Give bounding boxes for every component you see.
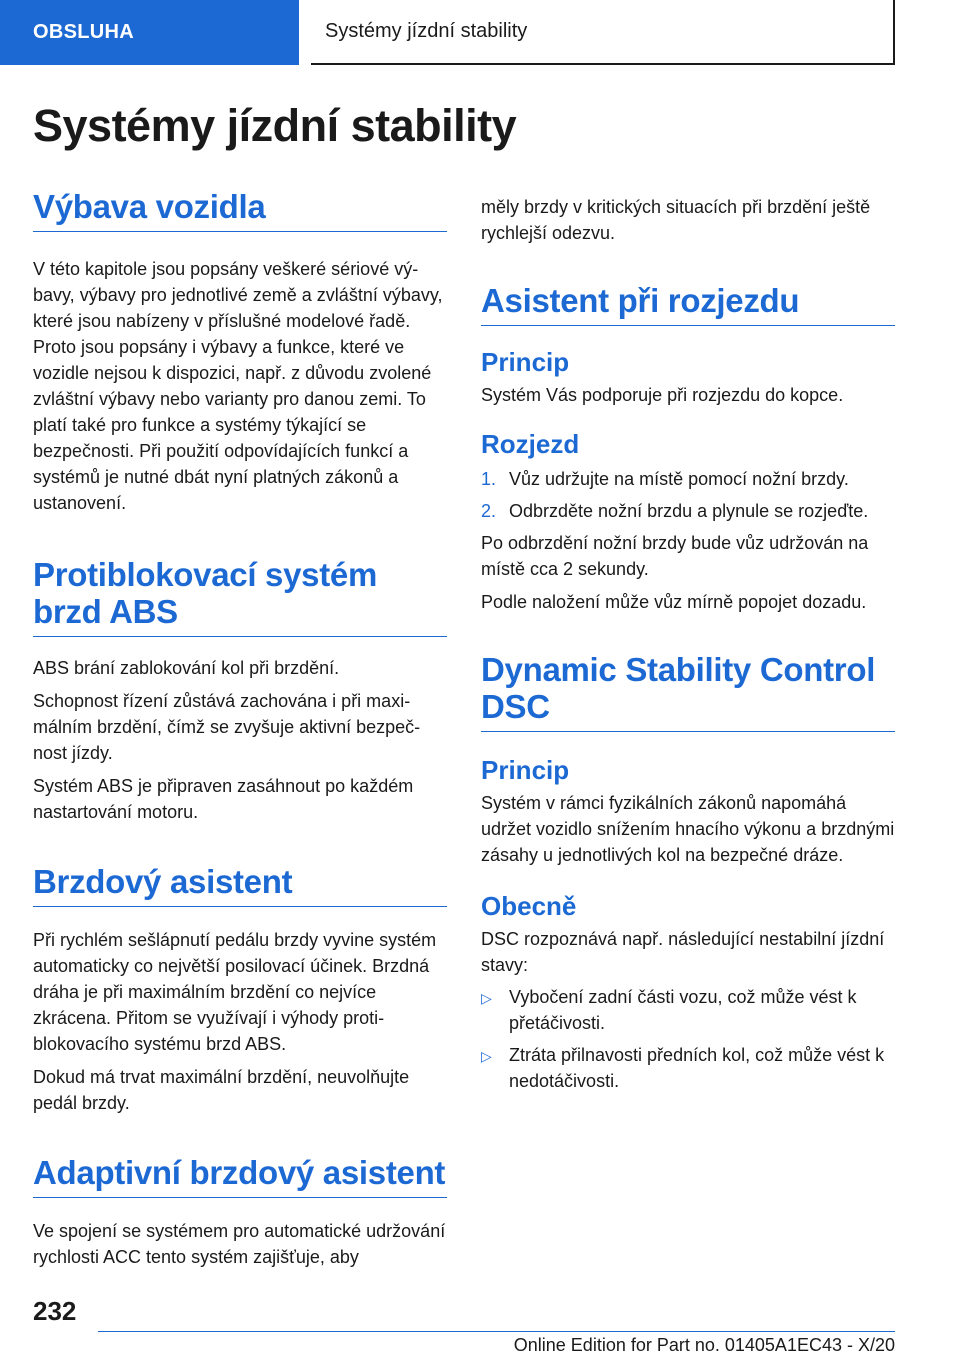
text-princip-dsc: Systém v rámci fyzikálních zákonů napomáhá udržet vozidlo snížením hnacího výkonu a brzdnými zásahy u jednotlivých kol na bezpečné dráze. bbox=[481, 793, 895, 865]
list-item bbox=[481, 466, 895, 492]
list-item bbox=[481, 1042, 895, 1094]
page-title: Systémy jízdní stability bbox=[33, 100, 517, 151]
text-abs-1: ABS brání zablokování kol při brzdění. bbox=[33, 658, 340, 678]
text-adaptivni: Ve spojení se systémem pro automatické udržování rychlosti ACC tento systém zajišťuje, aby bbox=[33, 1221, 446, 1267]
right-column bbox=[481, 194, 895, 1094]
heading-adaptivni: Adaptivní brzdový asistent bbox=[33, 1154, 447, 1198]
subheading-rozjezd: Rozjezd bbox=[481, 429, 580, 459]
step-text: Odbrzděte nožní brzdu a plynule se rozjeďte. bbox=[509, 501, 869, 521]
triangle-bullet-icon: ▷ bbox=[481, 990, 492, 1006]
list-item bbox=[481, 984, 895, 1036]
header-title: Systémy jízdní stability bbox=[325, 20, 528, 42]
heading-dsc: Dynamic Stability Control DSC bbox=[481, 651, 895, 732]
step-text: Vůz udržujte na místě pomocí nožní brzdy. bbox=[509, 469, 849, 489]
footer-edition: Online Edition for Part no. 01405A1EC43 - X/20 bbox=[513, 1335, 895, 1355]
subheading-obecne: Obecně bbox=[481, 891, 577, 921]
subheading-princip-rozjezd: Princip bbox=[481, 347, 570, 377]
subheading-princip-dsc: Princip bbox=[481, 755, 570, 785]
header-section-tab bbox=[0, 0, 299, 65]
text-continuation: měly brzdy v kritických situacích při brzdění ještě rychlejší odezvu. bbox=[481, 197, 871, 243]
heading-vybava: Výbava vozidla bbox=[33, 188, 447, 232]
heading-rozjezd: Asistent při rozjezdu bbox=[481, 282, 895, 326]
header-title-box bbox=[311, 0, 895, 65]
left-column bbox=[33, 188, 447, 1270]
heading-brzdovy: Brzdový asistent bbox=[33, 863, 447, 907]
header-section-label: OBSLUHA bbox=[33, 21, 134, 43]
list-item bbox=[481, 498, 895, 524]
text-rozjezd-1: Po odbrzdění nožní brzdy bude vůz udržován na místě cca 2 sekundy. bbox=[481, 533, 869, 579]
bullet-list bbox=[481, 984, 895, 1094]
step-number: 1. bbox=[481, 469, 497, 489]
text-rozjezd-2: Podle naložení může vůz mírně popojet dozadu. bbox=[481, 592, 867, 612]
text-brzdovy-1: Při rychlém sešlápnutí pedálu brzdy vyvine systém automaticky co největší posilovací účinek. Brzdná dráha je při maximálním brzdění co nejvíce zkrácena. Přitom se využívají i výhody protiblokovacího systému brzd ABS. bbox=[33, 930, 437, 1054]
footer-divider bbox=[98, 1331, 895, 1332]
step-number: 2. bbox=[481, 501, 497, 521]
text-obecne: DSC rozpoznává např. následující nestabilní jízdní stavy: bbox=[481, 929, 885, 975]
bullet-text: Ztráta přilnavosti předních kol, což může vést k nedotáčivosti. bbox=[509, 1045, 885, 1091]
triangle-bullet-icon: ▷ bbox=[481, 1048, 492, 1064]
text-abs-3: Systém ABS je připraven zasáhnout po každém nastartování motoru. bbox=[33, 776, 414, 822]
text-abs-2: Schopnost řízení zůstává zachována i při maximálním brzdění, čímž se zvyšuje aktivní bezpečnost jízdy. bbox=[33, 691, 421, 763]
text-vybava: V této kapitole jsou popsány veškeré sériové výbavy, výbavy pro jednotlivé země a zvláštní výbavy, které jsou nabízeny v příslušné modelové řadě. Proto jsou popsány i výbavy a funkce, které ve vozidle nejsou k dispozici, např. z důvodu zvolené zvláštní výbavy nebo varianty pro danou zemi. To platí také pro funkce a systémy týkající se bezpečnosti. Při použití odpovídajících funkcí a systémů je nutné dbát nyní platných zákonů a ustanovení. bbox=[33, 259, 443, 513]
bullet-text: Vybočení zadní části vozu, což může vést k přetáčivosti. bbox=[509, 987, 857, 1033]
text-princip-rozjezd: Systém Vás podporuje při rozjezdu do kopce. bbox=[481, 385, 844, 405]
text-brzdovy-2: Dokud má trvat maximální brzdění, neuvolňujte pedál brzdy. bbox=[33, 1067, 410, 1113]
heading-abs: Protiblokovací systém brzd ABS bbox=[33, 556, 447, 637]
page-number: 232 bbox=[33, 1296, 77, 1326]
steps-list bbox=[481, 466, 895, 524]
